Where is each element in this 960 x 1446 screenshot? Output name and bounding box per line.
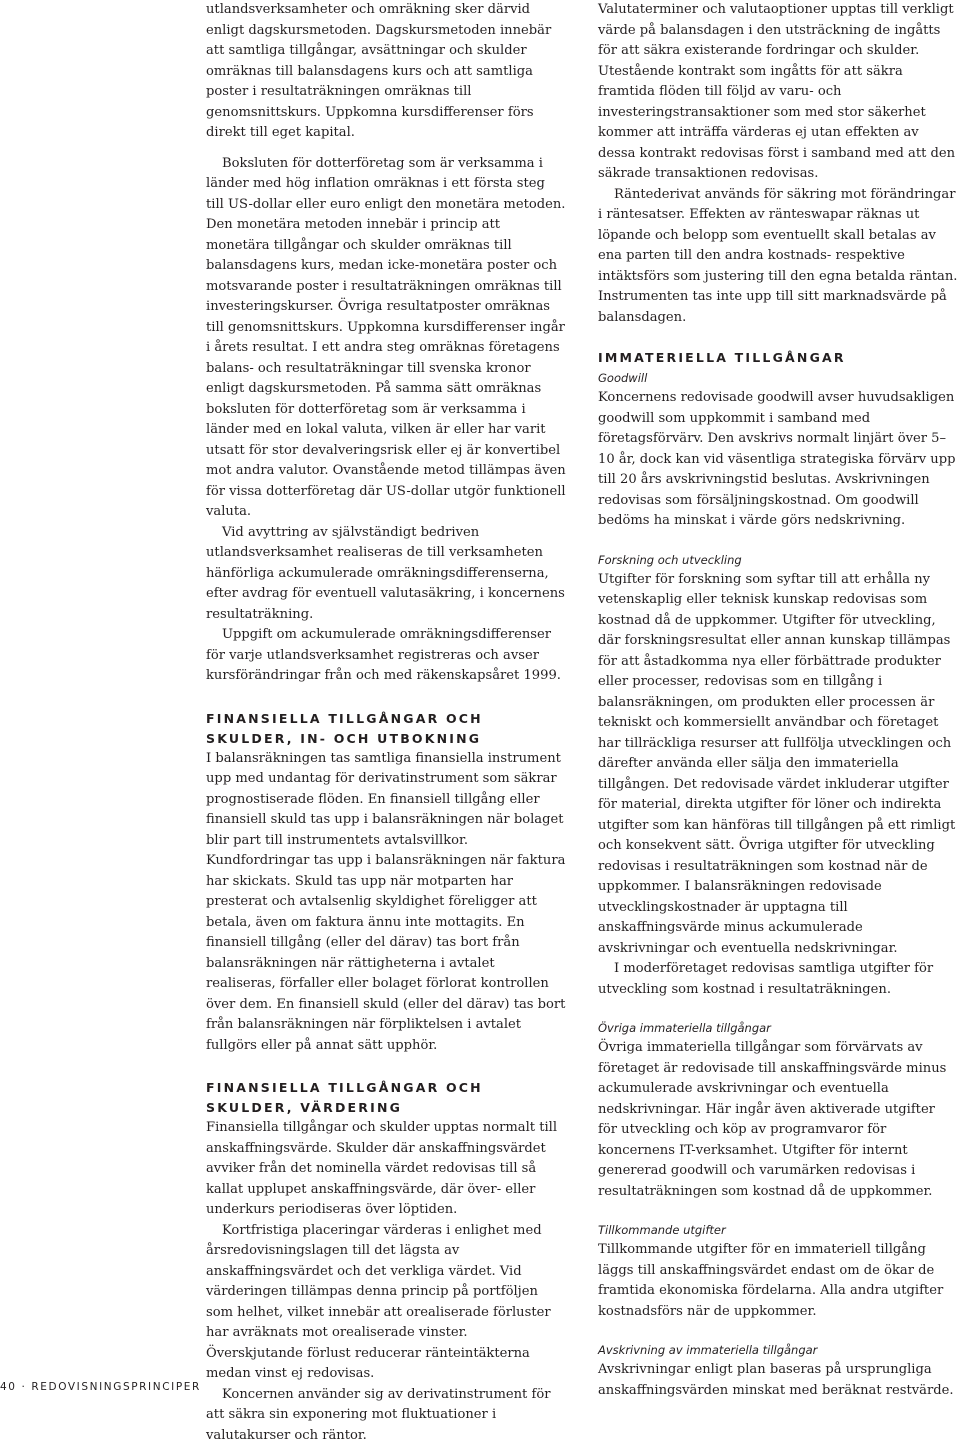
paragraph: Tillkommande utgifter för en immateriell tillgång läggs till anskaffningsvärdet endast om de ökar de framtida ekonomiska fördelarna. Alla andra utgifter kostnadsförs när de uppkommer.: [598, 1240, 958, 1322]
subheading: Tillkommande utgifter: [598, 1220, 958, 1240]
left-column: [206, 0, 566, 1446]
paragraph: Uppgift om ackumulerade omräkningsdifferenser för varje utlandsverksamhet registreras och avser kursförändringar från och med räkenskapsåret 1999.: [206, 625, 566, 687]
paragraph: Finansiella tillgångar och skulder upptas normalt till anskaffningsvärde. Skulder där anskaffningsvärdet avviker från det nominella värdet redovisas till så kallat upplupet anskaffningsvärde, där över- eller underkurs periodiseras över löptiden.: [206, 1118, 566, 1221]
paragraph: Avskrivningar enligt plan baseras på ursprungliga anskaffningsvärden minskat med beräknat restvärde.: [598, 1360, 958, 1401]
paragraph: Boksluten för dotterföretag som är verksamma i länder med hög inflation omräknas i ett första steg till US-dollar eller euro enligt den monetära metoden. Den monetära metoden innebär i princip att monetära tillgångar och skulder omräknas till balansdagens kurs, medan icke-monetära poster och motsvarande poster i resultaträkningen omräknas till investeringskurser. Övriga resultatposter omräknas till genomsnittskurs. Uppkomna kursdifferenser ingår i årets resultat. I ett andra steg omräknas företagens balans- och resultaträkningar till svenska kronor enligt dagskursmetoden. På samma sätt omräknas boksluten för dotterföretag som är verksamma i länder med en lokal valuta, vilken är eller har varit utsatt för stor devalveringsrisk eller ej är konvertibel mot andra valutor. Ovanstående metod tillämpas även för vissa dotterföretag där US-dollar utgör funktionell valuta.: [206, 154, 566, 523]
subheading: Goodwill: [598, 368, 958, 388]
right-column: [598, 0, 958, 1401]
paragraph: Utgifter för forskning som syftar till att erhålla ny vetenskaplig eller teknisk kunskap redovisas som kostnad då de uppkommer. Utgifter för utveckling, där forskningsresultat eller annan kunskap tillämpas för att åstadkomma nya eller förbättrade produkter eller processer, redovisas som en tillgång i balansräkningen, om produkten eller processen är tekniskt och kommersiellt användbar och företaget har tillräckliga resurser att fullfölja utvecklingen och därefter använda eller sälja den immateriella tillgången. Det redovisade värdet inkluderar utgifter för material, direkta utgifter för löner och indirekta utgifter som kan hänföras till tillgången på ett rimligt och konsekvent sätt. Övriga utgifter för utveckling redovisas i resultaträkningen som kostnad när de uppkommer. I balansräkningen redovisade utvecklingskostnader är upptagna till anskaffningsvärde minus ackumulerade avskrivningar och eventuella nedskrivningar.: [598, 570, 958, 960]
paragraph: Koncernens redovisade goodwill avser huvudsakligen goodwill som uppkommit i samband med företagsförvärv. Den avskrivs normalt linjärt över 5–10 år, dock kan vid väsentliga strategiska förvärv upp till 20 års avskrivningstid beslutas. Avskrivningen redovisas som försäljningskostnad. Om goodwill bedöms ha minskat i värde görs nedskrivning.: [598, 388, 958, 532]
page-footer: 40 · REDOVISNINGSPRINCIPER: [0, 1380, 201, 1394]
paragraph: Valutaterminer och valutaoptioner upptas till verkligt värde på balansdagen i den utsträckning de ingåtts för att säkra existerande fordringar och skulder. Utestående kontrakt som ingåtts för att säkra framtida flöden till följd av varu- och investeringstransaktioner som med stor säkerhet kommer att inträffa värderas ej utan effekten av dessa kontrakt redovisas först i samband med att den säkrade transaktionen redovisas.: [598, 0, 958, 185]
paragraph: Koncernen använder sig av derivatinstrument för att säkra sin exponering mot fluktuationer i valutakurser och räntor.: [206, 1385, 566, 1446]
paragraph: I moderföretaget redovisas samtliga utgifter för utveckling som kostnad i resultaträkningen.: [598, 959, 958, 1000]
section-heading: FINANSIELLA TILLGÅNGAR OCH SKULDER, IN- OCH UTBOKNING: [206, 709, 566, 749]
paragraph: Kortfristiga placeringar värderas i enlighet med årsredovisningslagen till det lägsta av anskaffningsvärdet och det verkliga värdet. Vid värderingen tillämpas denna princip på portföljen som helhet, vilket innebär att orealiserade förluster har avräknats mot orealiserade vinster. Överskjutande förlust reducerar ränteintäkterna medan vinst ej redovisas.: [206, 1221, 566, 1385]
section-heading: FINANSIELLA TILLGÅNGAR OCH SKULDER, VÄRDERING: [206, 1078, 566, 1118]
paragraph: I balansräkningen tas samtliga finansiella instrument upp med undantag för derivatinstrument som säkrar prognostiserade flöden. En finansiell tillgång eller finansiell skuld tas upp i balansräkningen när bolaget blir part till instrumentets avtalsvillkor. Kundfordringar tas upp i balansräkningen när faktura har skickats. Skuld tas upp när motparten har presterat och avtalsenlig skyldighet föreligger att betala, även om faktura ännu inte mottagits. En finansiell tillgång (eller del därav) tas bort från balansräkningen när rättigheterna i avtalet realiseras, förfaller eller bolaget förlorat kontrollen över dem. En finansiell skuld (eller del därav) tas bort från balansräkningen när förpliktelsen i avtalet fullgörs eller på annat sätt upphör.: [206, 749, 566, 1057]
paragraph: Räntederivat används för säkring mot förändringar i räntesatser. Effekten av ränteswapar räknas ut löpande och belopp som eventuellt skall betalas av ena parten till den andra kostnads- respektive intäktsförs som justering till den egna betalda räntan. Instrumenten tas inte upp till sitt marknadsvärde på balansdagen.: [598, 185, 958, 329]
subheading: Avskrivning av immateriella tillgångar: [598, 1340, 958, 1360]
paragraph: Övriga immateriella tillgångar som förvärvats av företaget är redovisade till anskaffningsvärde minus ackumulerade avskrivningar och eventuella nedskrivningar. Här ingår även aktiverade utgifter för utveckling och köp av programvaror för koncernens IT-verksamhet. Utgifter för internt genererad goodwill och varumärken redovisas i resultaträkningen som kostnad då de uppkommer.: [598, 1038, 958, 1202]
subheading: Forskning och utveckling: [598, 550, 958, 570]
section-heading: IMMATERIELLA TILLGÅNGAR: [598, 348, 958, 368]
paragraph: utlandsverksamheter och omräkning sker därvid enligt dagskursmetoden. Dagskursmetoden innebär att samtliga tillgångar, avsättningar och skulder omräknas till balansdagens kurs och att samtliga poster i resultaträkningen omräknas till genomsnittskurs. Uppkomna kursdifferenser förs direkt till eget kapital.: [206, 0, 566, 144]
paragraph: Vid avyttring av självständigt bedriven utlandsverksamhet realiseras de till verksamheten hänförliga ackumulerade omräkningsdifferenserna, efter avdrag för eventuell valutasäkring, i koncernens resultaträkning.: [206, 523, 566, 626]
subheading: Övriga immateriella tillgångar: [598, 1018, 958, 1038]
